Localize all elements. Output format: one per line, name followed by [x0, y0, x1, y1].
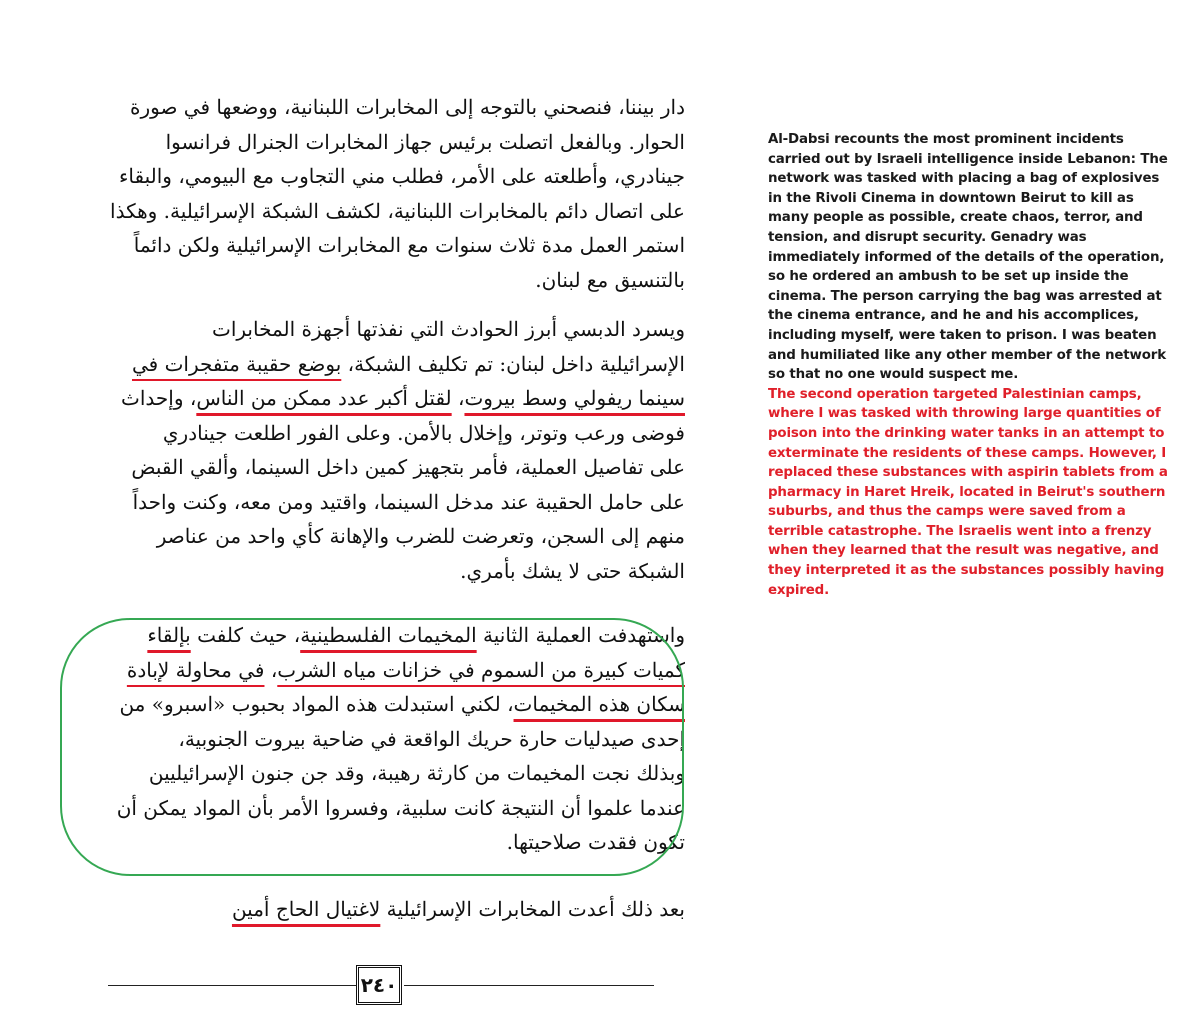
text-line	[100, 381, 685, 416]
text-segment: ، لكني استبدلت هذه المواد بحبوب «اسبرو» من	[119, 692, 514, 716]
scanned-book-page	[100, 80, 685, 1020]
text-line: فوضى ورعب وتوتر، وإخلال بالأمن. وعلى الفور اطلعت جينادري	[162, 420, 685, 445]
text-line: جينادري، وأطلعته على الأمر، فطلب مني التجاوب مع البيومي، والبقاء	[119, 164, 685, 188]
arabic-paragraph-1	[100, 90, 685, 297]
underlined-phrase: سينما ريفولي وسط بيروت	[464, 386, 685, 410]
text-segment: واستهدفت العملية الثانية	[476, 623, 685, 647]
arabic-paragraph-4	[100, 892, 685, 927]
underlined-phrase: لاغتيال الحاج أمين	[231, 897, 381, 921]
underlined-phrase: بإلقاء	[147, 623, 191, 647]
text-line: وبذلك نجت المخيمات من كارثة رهيبة، وقد جن جنون الإسرائيليين	[148, 761, 685, 785]
text-line: عندما علموا أن النتيجة كانت سلبية، وفسروا الأمر بأن المواد يمكن أن	[116, 795, 685, 820]
text-line: إحدى صيدليات حارة حريك الواقعة في ضاحية بيروت الجنوبية،	[178, 726, 685, 751]
text-line: على تفاصيل العملية، فأمر بتجهيز كمين داخل السينما، وألقي القبض	[131, 455, 685, 479]
text-segment: ،	[264, 657, 278, 682]
translation-black-paragraph: Al-Dabsi recounts the most prominent incidents carried out by Israeli intelligence inside Lebanon: The network was tasked with placing a bag of explosives in the Rivoli Cinema in downtown Beirut to kill as many people as possible, create chaos, terror, and tension, and disrupt security. Genadry was immediately informed of the details of the operation, so he ordered an ambush to be set up inside the cinema. The person carrying the bag was arrested at the cinema entrance, and he and his accomplices, including myself, were taken to prison. I was beaten and humiliated like any other member of the network so that no one would suspect me.	[768, 132, 1168, 383]
text-segment: بعد ذلك أعدت المخابرات الإسرائيلية	[380, 897, 685, 921]
text-segment: ، وإحداث	[121, 386, 197, 410]
underlined-phrase: بوضع حقيبة متفجرات في	[132, 351, 342, 376]
text-segment: ، حيث كلفت	[190, 623, 301, 647]
text-line: منهم إلى السجن، وتعرضت للضرب والإهانة كأي واحد من عناصر	[156, 524, 685, 548]
text-line: الشبكة حتى لا يشك بأمري.	[460, 558, 685, 583]
arabic-paragraph-2	[100, 312, 685, 588]
underlined-phrase: في محاولة لإبادة	[126, 657, 265, 682]
text-line	[100, 892, 685, 927]
text-segment: ،	[451, 386, 465, 410]
green-highlight-ellipse	[60, 618, 684, 876]
text-line: على حامل الحقيبة عند مدخل السينما، واقتيد ومن معه، وكنت واحداً	[132, 489, 685, 514]
text-line: تكون فقدت صلاحيتها.	[506, 830, 685, 854]
footer-rule-left	[108, 985, 356, 986]
underlined-phrase: كميات كبيرة من السموم في خزانات مياه الشرب	[277, 657, 685, 682]
text-segment: الإسرائيلية داخل لبنان: تم تكليف الشبكة،	[341, 351, 685, 376]
text-line: استمر العمل مدة ثلاث سنوات مع المخابرات الإسرائيلية ولكن دائماً	[133, 233, 685, 257]
translation-red-paragraph: The second operation targeted Palestinian camps, where I was tasked with throwing large quantities of poison into the drinking water tanks in an attempt to exterminate the residents of these camps. However, I replaced these substances with aspirin tablets from a pharmacy in Haret Hreik, located in Beirut's southern suburbs, and thus the camps were saved from a terrible catastrophe. The Israelis went into a frenzy when they learned that the result was negative, and they interpreted it as the substances possibly having expired.	[768, 386, 1168, 598]
text-line	[100, 347, 685, 382]
footer-rule-right	[404, 985, 654, 986]
text-line: على اتصال دائم بالمخابرات اللبنانية، لكشف الشبكة الإسرائيلية. وهكذا	[110, 198, 685, 223]
english-translation	[768, 130, 1173, 600]
text-line: الحوار. وبالفعل اتصلت برئيس جهاز المخابرات الجنرال فرانسوا	[165, 129, 685, 154]
underlined-phrase: لقتل أكبر عدد ممكن من الناس	[196, 386, 452, 410]
underlined-phrase: سكان هذه المخيمات	[513, 692, 685, 716]
text-line: ويسرد الدبسي أبرز الحوادث التي نفذتها أجهزة المخابرات	[211, 317, 685, 341]
text-line: بالتنسيق مع لبنان.	[535, 267, 685, 292]
underlined-phrase: المخيمات الفلسطينية	[300, 623, 477, 647]
page-number: ٢٤٠	[356, 965, 402, 1005]
text-line: دار بيننا، فنصحني بالتوجه إلى المخابرات اللبنانية، ووضعها في صورة	[130, 95, 685, 119]
